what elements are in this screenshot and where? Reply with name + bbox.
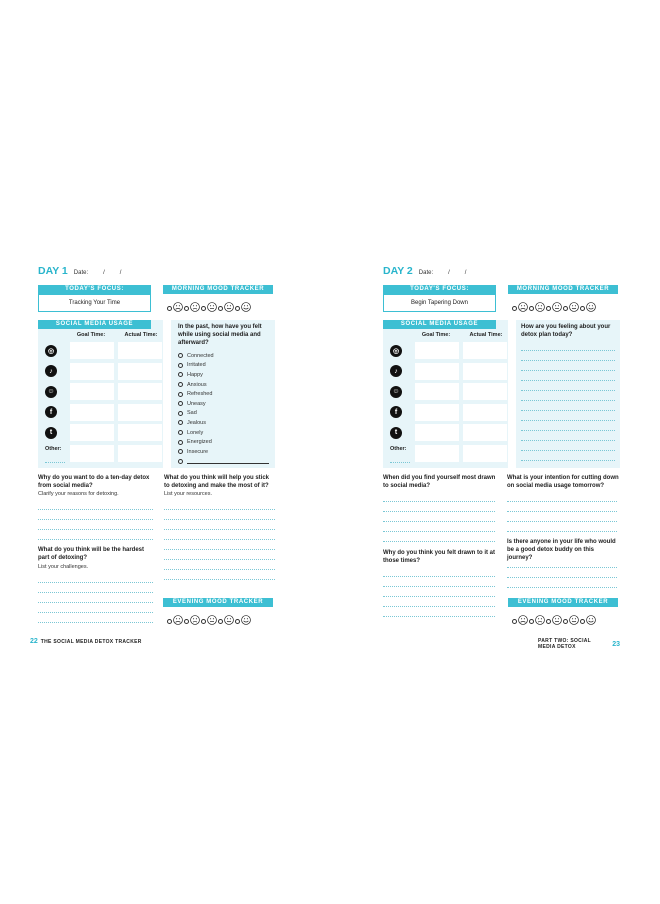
question-why-detox: Why do you want to do a ten-day detox from social media? xyxy=(38,475,150,489)
date-slash: / xyxy=(103,270,105,276)
feeling-label: Irritated xyxy=(187,362,206,369)
date-label: Date: xyxy=(73,270,89,276)
very-sad-face-icon xyxy=(173,299,183,317)
very-happy-face-icon xyxy=(586,299,596,317)
answer-lines[interactable] xyxy=(507,558,617,588)
question-most-drawn: When did you find yourself most drawn to social media? xyxy=(383,475,496,489)
feeling-option[interactable] xyxy=(178,409,269,419)
usage-header: SOCIAL MEDIA USAGE xyxy=(38,320,151,329)
mood-radio[interactable] xyxy=(512,306,517,311)
actual-time-label: Actual Time: xyxy=(469,332,503,338)
mood-radio[interactable] xyxy=(167,619,172,624)
feeling-radio[interactable] xyxy=(178,449,183,454)
date-slash: / xyxy=(464,270,467,276)
feeling-option[interactable] xyxy=(178,351,269,361)
other-label: Other: xyxy=(45,446,62,452)
happy-face-icon xyxy=(224,612,234,630)
usage-row xyxy=(45,363,165,380)
feeling-label: Sad xyxy=(187,410,197,417)
answer-lines[interactable] xyxy=(164,500,275,580)
goal-time-cell[interactable] xyxy=(70,363,114,380)
usage-row xyxy=(45,404,165,421)
actual-time-cell[interactable] xyxy=(118,383,162,400)
answer-lines[interactable] xyxy=(38,500,153,540)
tiktok-icon: ♪ xyxy=(390,365,402,377)
neutral-face-icon xyxy=(552,299,562,317)
actual-time-cell[interactable] xyxy=(118,363,162,380)
focus-box[interactable]: Begin Tapering Down xyxy=(383,294,496,312)
actual-time-cell[interactable] xyxy=(463,445,507,462)
goal-time-cell[interactable] xyxy=(70,404,114,421)
goal-time-cell[interactable] xyxy=(415,404,459,421)
question-detox-buddy: Is there anyone in your life who would be a good detox buddy on this journey? xyxy=(507,539,616,561)
happy-face-icon xyxy=(569,299,579,317)
actual-time-cell[interactable] xyxy=(463,404,507,421)
mood-radio[interactable] xyxy=(201,619,206,624)
focus-box[interactable]: Tracking Your Time xyxy=(38,294,151,312)
mood-radio[interactable] xyxy=(563,619,568,624)
mood-radio[interactable] xyxy=(218,619,223,624)
day-header xyxy=(38,265,121,277)
goal-time-cell[interactable] xyxy=(415,383,459,400)
footer-text: THE SOCIAL MEDIA DETOX TRACKER xyxy=(40,638,142,645)
very-sad-face-icon xyxy=(173,612,183,630)
feeling-label: Jealous xyxy=(187,419,206,426)
feeling-radio[interactable] xyxy=(178,440,183,445)
usage-row xyxy=(390,342,510,359)
feeling-label: Uneasy xyxy=(187,400,206,407)
page-number: 23 xyxy=(612,640,620,648)
sad-face-icon xyxy=(190,612,200,630)
very-happy-face-icon xyxy=(586,612,596,630)
feeling-option[interactable] xyxy=(178,428,269,438)
answer-lines[interactable] xyxy=(507,492,617,532)
actual-time-cell[interactable] xyxy=(463,342,507,359)
goal-time-cell[interactable] xyxy=(415,342,459,359)
mood-radio[interactable] xyxy=(546,619,551,624)
focus-header: TODAY'S FOCUS: xyxy=(38,285,151,294)
mood-radio[interactable] xyxy=(512,619,517,624)
question-why-detox-hint: Clarify your reasons for detoxing. xyxy=(38,491,119,497)
page-footer xyxy=(30,638,142,645)
date-slash: / xyxy=(119,270,122,276)
mood-radio[interactable] xyxy=(580,619,585,624)
feeling-option[interactable] xyxy=(178,361,269,371)
goal-time-cell[interactable] xyxy=(70,445,114,462)
mood-radio[interactable] xyxy=(546,306,551,311)
goal-time-cell[interactable] xyxy=(70,383,114,400)
neutral-face-icon xyxy=(207,612,217,630)
neutral-face-icon xyxy=(207,299,217,317)
feeling-label: Refreshed xyxy=(187,391,213,398)
question-why-drawn: Why do you think you felt drawn to it at those times? xyxy=(383,550,495,564)
feeling-radio[interactable] xyxy=(178,459,183,464)
feeling-label: Anxious xyxy=(187,381,207,388)
question-stick-to-detox: What do you think will help you stick to detoxing and make the most of it? xyxy=(164,475,270,489)
feeling-option[interactable] xyxy=(178,447,269,457)
goal-time-cell[interactable] xyxy=(415,445,459,462)
actual-time-cell[interactable] xyxy=(118,445,162,462)
goal-time-cell[interactable] xyxy=(70,424,114,441)
mood-radio[interactable] xyxy=(201,306,206,311)
feeling-radio[interactable] xyxy=(178,392,183,397)
morning-mood-tracker[interactable] xyxy=(167,299,251,317)
feeling-other-input[interactable] xyxy=(187,459,269,464)
morning-mood-tracker[interactable] xyxy=(512,299,596,317)
page-footer xyxy=(538,638,620,650)
feeling-label: Happy xyxy=(187,371,203,378)
goal-time-cell[interactable] xyxy=(415,363,459,380)
question-hardest-part: What do you think will be the hardest part of detoxing? xyxy=(38,547,145,561)
twitter-icon: t xyxy=(390,427,402,439)
very-happy-face-icon xyxy=(241,299,251,317)
mood-radio[interactable] xyxy=(184,306,189,311)
date-slash: / xyxy=(448,270,450,276)
usage-row xyxy=(390,404,510,421)
actual-time-cell[interactable] xyxy=(118,342,162,359)
feeling-radio[interactable] xyxy=(178,372,183,377)
actual-time-cell[interactable] xyxy=(463,363,507,380)
feeling-radio[interactable] xyxy=(178,363,183,368)
feeling-option[interactable] xyxy=(178,437,269,447)
right-page xyxy=(380,262,620,652)
very-happy-face-icon xyxy=(241,612,251,630)
evening-mood-header: EVENING MOOD TRACKER xyxy=(508,598,618,607)
feeling-radio[interactable] xyxy=(178,411,183,416)
answer-lines[interactable] xyxy=(383,567,495,617)
morning-mood-header: MORNING MOOD TRACKER xyxy=(163,285,273,294)
goal-time-label: Goal Time: xyxy=(76,332,106,338)
feeling-label: Energized xyxy=(187,439,212,446)
answer-lines[interactable] xyxy=(521,341,615,461)
very-sad-face-icon xyxy=(518,299,528,317)
tiktok-icon: ♪ xyxy=(45,365,57,377)
snapchat-icon: ☺ xyxy=(45,386,57,398)
happy-face-icon xyxy=(569,612,579,630)
feeling-radio[interactable] xyxy=(178,401,183,406)
date-label: Date: xyxy=(418,270,434,276)
twitter-icon: t xyxy=(45,427,57,439)
facebook-icon: f xyxy=(45,406,57,418)
footer-text: PART TWO: SOCIAL MEDIA DETOX xyxy=(538,638,591,650)
feelings-list xyxy=(178,351,269,466)
instagram-icon: ◎ xyxy=(390,345,402,357)
evening-mood-tracker[interactable] xyxy=(167,612,251,630)
mood-radio[interactable] xyxy=(235,619,240,624)
usage-row xyxy=(390,383,510,400)
actual-time-cell[interactable] xyxy=(118,404,162,421)
feeling-option[interactable] xyxy=(178,370,269,380)
question-hardest-part-hint: List your challenges. xyxy=(38,564,89,570)
actual-time-cell[interactable] xyxy=(463,424,507,441)
feeling-radio[interactable] xyxy=(178,420,183,425)
sad-face-icon xyxy=(535,612,545,630)
feeling-radio[interactable] xyxy=(178,382,183,387)
mood-radio[interactable] xyxy=(184,619,189,624)
answer-lines[interactable] xyxy=(38,573,153,623)
usage-row xyxy=(45,424,165,441)
mood-radio[interactable] xyxy=(580,306,585,311)
feeling-label: Connected xyxy=(187,352,214,359)
feeling-radio[interactable] xyxy=(178,353,183,358)
feeling-option[interactable] xyxy=(178,418,269,428)
other-input-line[interactable] xyxy=(45,462,65,463)
day-title: DAY 1 xyxy=(38,265,68,277)
mood-radio[interactable] xyxy=(563,306,568,311)
mood-radio[interactable] xyxy=(218,306,223,311)
instagram-icon: ◎ xyxy=(45,345,57,357)
left-page xyxy=(30,262,275,652)
other-label: Other: xyxy=(390,446,407,452)
mood-radio[interactable] xyxy=(529,619,534,624)
answer-lines[interactable] xyxy=(383,492,495,542)
very-sad-face-icon xyxy=(518,612,528,630)
usage-header: SOCIAL MEDIA USAGE xyxy=(383,320,496,329)
goal-time-cell[interactable] xyxy=(415,424,459,441)
actual-time-cell[interactable] xyxy=(463,383,507,400)
feeling-option[interactable] xyxy=(178,389,269,399)
feeling-option-other[interactable] xyxy=(178,457,269,467)
actual-time-label: Actual Time: xyxy=(124,332,158,338)
evening-mood-header: EVENING MOOD TRACKER xyxy=(163,598,273,607)
actual-time-cell[interactable] xyxy=(118,424,162,441)
usage-row xyxy=(45,383,165,400)
usage-row xyxy=(390,424,510,441)
feeling-option[interactable] xyxy=(178,399,269,409)
feelings-question: In the past, how have you felt while using social media and afterward? xyxy=(178,324,262,346)
sad-face-icon xyxy=(190,299,200,317)
mood-radio[interactable] xyxy=(235,306,240,311)
page-number: 22 xyxy=(30,638,38,645)
neutral-face-icon xyxy=(552,612,562,630)
morning-mood-header: MORNING MOOD TRACKER xyxy=(508,285,618,294)
day-title: DAY 2 xyxy=(383,265,413,277)
goal-time-label: Goal Time: xyxy=(421,332,451,338)
facebook-icon: f xyxy=(390,406,402,418)
sad-face-icon xyxy=(535,299,545,317)
focus-header: TODAY'S FOCUS: xyxy=(383,285,496,294)
mood-radio[interactable] xyxy=(529,306,534,311)
snapchat-icon: ☺ xyxy=(390,386,402,398)
feeling-label: Lonely xyxy=(187,429,204,436)
other-input-line[interactable] xyxy=(390,462,410,463)
feeling-label: Insecure xyxy=(187,448,209,455)
question-stick-to-detox-hint: List your resources. xyxy=(164,491,212,497)
mood-radio[interactable] xyxy=(167,306,172,311)
feeling-option[interactable] xyxy=(178,380,269,390)
usage-row xyxy=(45,342,165,359)
question-intention: What is your intention for cutting down on social media usage tomorrow? xyxy=(507,475,619,489)
day-header xyxy=(383,265,466,277)
evening-mood-tracker[interactable] xyxy=(512,612,596,630)
goal-time-cell[interactable] xyxy=(70,342,114,359)
usage-row xyxy=(390,363,510,380)
happy-face-icon xyxy=(224,299,234,317)
feelings-question: How are you feeling about your detox plan today? xyxy=(521,324,611,338)
feeling-radio[interactable] xyxy=(178,430,183,435)
